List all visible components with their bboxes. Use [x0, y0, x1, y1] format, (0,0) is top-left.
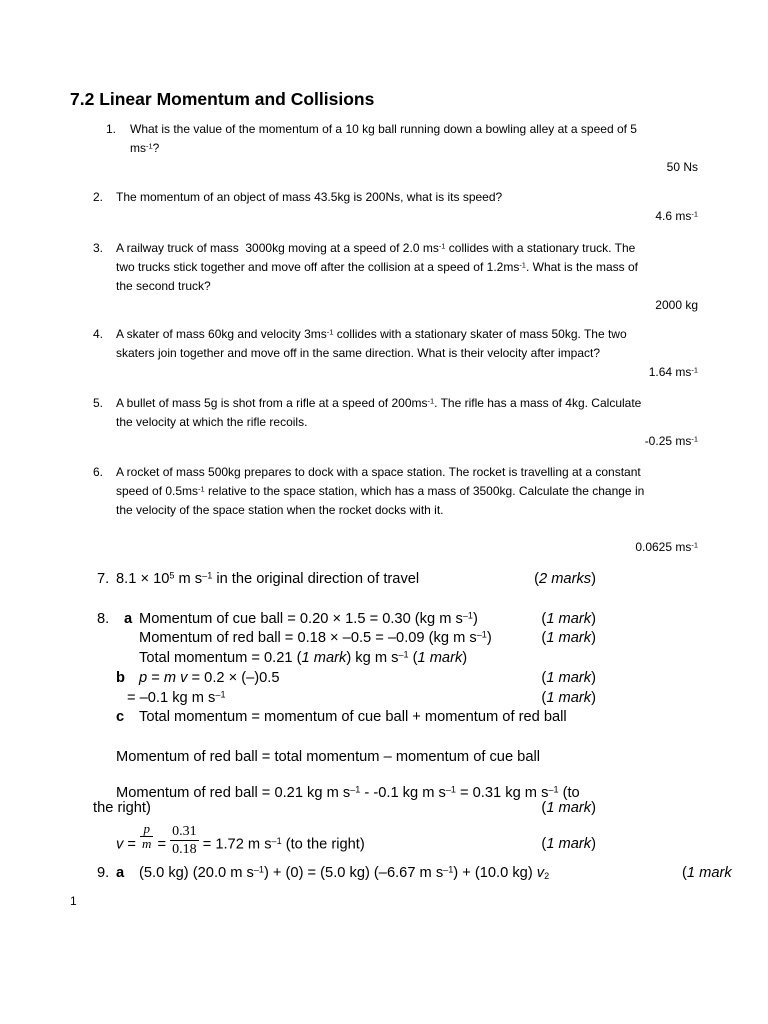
text-line	[93, 798, 151, 818]
text-run: (	[682, 865, 687, 881]
text-line	[116, 207, 698, 226]
answer-8a-row	[0, 609, 768, 629]
text-run: (	[541, 630, 547, 646]
superscript: -1	[691, 540, 698, 550]
mark-allocation	[682, 863, 732, 883]
superscript: –1	[548, 784, 559, 795]
text-run: v	[536, 865, 545, 881]
variable-v: v	[116, 836, 124, 853]
answer-8a-row	[0, 648, 768, 668]
text-run: 2000 kg	[655, 298, 698, 312]
text-line	[139, 628, 492, 648]
mark-allocation	[541, 834, 596, 854]
text-run: -0.25 ms	[644, 434, 692, 448]
text-line	[116, 277, 698, 296]
superscript: -1	[198, 484, 205, 494]
text-run: m v	[163, 670, 188, 686]
question-text	[116, 394, 698, 432]
question-text	[130, 120, 698, 158]
question-6	[93, 463, 698, 557]
question-text	[116, 188, 698, 207]
text-line	[541, 798, 596, 818]
text-run: = 0.2 × (–)0.5	[187, 670, 280, 686]
text-line	[116, 747, 540, 767]
text-run: = 0.31 kg m s	[455, 785, 549, 801]
text-run: 1 mark	[301, 650, 347, 666]
text-line	[116, 482, 698, 501]
superscript: –1	[215, 689, 226, 700]
question-text	[116, 325, 698, 363]
text-run: 1 mark	[546, 611, 592, 627]
text-run: ?	[152, 141, 160, 155]
superscript: -1	[691, 209, 698, 219]
superscript: -1	[146, 141, 153, 151]
text-run: two trucks stick together and move off after the collision at a speed of 1.2ms	[116, 260, 520, 274]
text-run: A rocket of mass 500kg prepares to dock with a space station. The rocket is travelling at a constant	[116, 465, 641, 479]
page-number: 1	[70, 894, 77, 908]
text-run: (	[541, 690, 547, 706]
text-line	[541, 688, 596, 708]
text-run: in the original direction of travel	[212, 571, 420, 587]
text-run: ms	[130, 141, 146, 155]
velocity-equation	[116, 821, 365, 862]
text-run: Total momentum = momentum of cue ball + momentum of red ball	[139, 709, 567, 725]
text-run: skaters join together and move off in the same direction. What is their velocity after impact?	[116, 346, 601, 360]
text-line	[139, 707, 567, 727]
question-number: 9.	[97, 865, 110, 881]
superscript: –1	[462, 610, 473, 621]
answer-text	[139, 707, 567, 727]
text-line	[116, 344, 698, 363]
question-answer	[116, 363, 698, 382]
text-line	[139, 609, 478, 629]
answer-text	[139, 609, 478, 629]
superscript: –1	[398, 649, 409, 660]
text-run: 1 mark	[546, 670, 592, 686]
text-run: =	[147, 670, 164, 686]
text-run: )	[486, 630, 492, 646]
text-run: (	[541, 611, 547, 627]
question-number: 1.	[106, 122, 117, 136]
text-line	[541, 668, 596, 688]
mark-allocation	[541, 628, 596, 648]
text-run: )	[462, 650, 468, 666]
text-run: collides with a stationary truck. The	[445, 241, 636, 255]
question-1	[106, 120, 698, 177]
text-run: 0.0625 ms	[635, 540, 692, 554]
answer-text	[127, 688, 226, 708]
subscript: 2	[544, 870, 550, 881]
text-line	[116, 538, 698, 557]
fraction-p-over-m	[140, 822, 153, 851]
text-run: (	[541, 800, 547, 816]
text-run: 1 mark	[546, 630, 592, 646]
question-number: 2.	[93, 190, 104, 204]
question-4	[93, 325, 698, 382]
text-run: speed of 0.5ms	[116, 484, 199, 498]
text-run: A bullet of mass 5g is shot from a rifle at a speed of 200ms	[116, 396, 428, 410]
text-run: 1 mark	[686, 865, 732, 881]
superscript: -1	[438, 241, 446, 251]
text-run: )	[591, 630, 596, 646]
answer-text	[139, 628, 492, 648]
equals-sign: =	[153, 836, 171, 853]
text-run: Momentum of red ball = 0.21 kg m s	[116, 785, 351, 801]
answer-8a-row	[0, 628, 768, 648]
mark-allocation	[541, 668, 596, 688]
text-run: 1 mark	[546, 690, 592, 706]
text-run: 2 marks	[538, 571, 592, 587]
text-run: ) + (0) = (5.0 kg) (–6.67 m s	[263, 865, 444, 881]
text-line	[534, 569, 596, 589]
mark-allocation	[541, 688, 596, 708]
result-text: = 1.72 m s	[198, 836, 272, 853]
part-label: a	[124, 611, 133, 627]
text-run: (	[541, 670, 547, 686]
superscript: –1	[253, 864, 264, 875]
superscript: –1	[202, 570, 213, 581]
superscript: -1	[427, 396, 435, 406]
text-run: the second truck?	[116, 279, 211, 293]
text-line	[682, 863, 732, 883]
text-line	[541, 834, 596, 854]
question-answer	[116, 538, 698, 557]
part-label: a	[116, 865, 125, 881]
answer-8c-row	[0, 707, 768, 727]
question-answer	[116, 296, 698, 315]
fraction-denominator: m	[142, 836, 152, 851]
superscript: 5	[169, 570, 175, 581]
answer-text	[139, 668, 280, 688]
text-run: relative to the space station, which has a mass of 3500kg. Calculate the change in	[204, 484, 645, 498]
text-run: )	[591, 800, 596, 816]
answer-text	[116, 747, 540, 767]
text-run: Momentum of cue ball = 0.20 × 1.5 = 0.30 (kg m s	[139, 611, 463, 627]
superscript: –1	[350, 784, 361, 795]
question-number: 7.	[97, 571, 110, 587]
question-3	[93, 239, 698, 315]
text-line	[116, 413, 698, 432]
fraction-numerator: 0.31	[172, 824, 197, 839]
mark-allocation	[541, 609, 596, 629]
text-line	[116, 363, 698, 382]
answer-8c-row	[0, 798, 768, 818]
question-number: 5.	[93, 396, 104, 410]
text-line	[116, 432, 698, 451]
text-line	[116, 325, 698, 344]
text-run: )	[591, 836, 596, 852]
text-run: . The rifle has a mass of 4kg. Calculate	[434, 396, 642, 410]
text-run: Momentum of red ball = total momentum – momentum of cue ball	[116, 749, 541, 765]
fraction-denominator: 0.18	[172, 842, 197, 857]
question-5	[93, 394, 698, 451]
superscript: -1	[691, 434, 698, 444]
text-line	[139, 668, 280, 688]
question-number: 3.	[93, 241, 104, 255]
text-line	[116, 569, 419, 589]
superscript: -1	[519, 260, 526, 270]
part-label: b	[116, 670, 125, 686]
text-run: )	[591, 611, 596, 627]
text-line	[130, 120, 698, 139]
text-run: - -0.1 kg m s	[360, 785, 446, 801]
question-2	[93, 188, 698, 226]
text-run: A skater of mass 60kg and velocity 3ms	[116, 327, 327, 341]
page-title: 7.2 Linear Momentum and Collisions	[70, 89, 375, 109]
answer-8c-row	[0, 747, 768, 767]
answer-8c-fraction-row	[0, 821, 768, 867]
answer-text	[139, 863, 549, 883]
text-run: 4.6 ms	[655, 209, 692, 223]
text-run: 50 Ns	[666, 160, 698, 174]
text-line	[116, 501, 698, 520]
text-run: (5.0 kg) (20.0 m s	[139, 865, 254, 881]
superscript: –1	[445, 784, 456, 795]
result-direction: (to the right)	[281, 836, 365, 853]
question-number: 8.	[97, 611, 110, 627]
text-run: (	[408, 650, 418, 666]
text-run: )	[591, 690, 596, 706]
text-line	[541, 628, 596, 648]
text-run: (	[541, 836, 547, 852]
answer-text	[116, 569, 419, 589]
superscript: –1	[443, 864, 454, 875]
text-line	[130, 158, 698, 177]
text-line	[116, 239, 698, 258]
text-run: (to	[558, 785, 580, 801]
text-run: )	[472, 611, 478, 627]
superscript: -1	[326, 327, 334, 337]
answer-8b-row	[0, 668, 768, 688]
text-line	[116, 463, 698, 482]
text-run: 1 mark	[546, 800, 592, 816]
text-run: m s	[174, 571, 203, 587]
superscript: –1	[476, 629, 487, 640]
question-answer	[116, 432, 698, 451]
text-run: ) kg m s	[346, 650, 399, 666]
question-number: 6.	[93, 465, 104, 479]
text-line	[139, 648, 467, 668]
text-run: 1 mark	[417, 650, 463, 666]
text-line	[139, 863, 549, 883]
superscript: -1	[691, 365, 698, 375]
text-run: = –0.1 kg m s	[127, 690, 216, 706]
answer-text	[93, 798, 151, 818]
text-run: p	[139, 670, 148, 686]
text-line	[116, 188, 698, 207]
text-run: 8.1 × 10	[116, 571, 170, 587]
fraction-numerator: p	[143, 821, 150, 836]
mark-allocation	[541, 798, 596, 818]
text-run: )	[591, 571, 596, 587]
text-line	[130, 139, 698, 158]
answer-text	[139, 648, 467, 668]
text-run: )	[591, 670, 596, 686]
text-run: Total momentum = 0.21 (	[139, 650, 302, 666]
question-text	[116, 463, 698, 520]
question-text	[116, 239, 698, 296]
part-label: c	[116, 709, 125, 725]
text-run: Momentum of red ball = 0.18 × –0.5 = –0.09 (kg m s	[139, 630, 477, 646]
text-run: A railway truck of mass 3000kg moving at a speed of 2.0 ms	[116, 241, 439, 255]
text-line	[116, 258, 698, 277]
text-run: What is the value of the momentum of a 10 kg ball running down a bowling alley at a speed of 5	[130, 122, 637, 136]
mark-allocation	[534, 569, 596, 589]
text-line	[116, 296, 698, 315]
text-run: the velocity of the space station when the rocket docks with it.	[116, 503, 444, 517]
text-run: The momentum of an object of mass 43.5kg is 200Ns, what is its speed?	[116, 190, 503, 204]
text-run: the velocity at which the rifle recoils.	[116, 415, 308, 429]
text-run: the right)	[93, 800, 151, 816]
question-answer	[116, 207, 698, 226]
superscript: –1	[271, 835, 282, 846]
text-run: . What is the mass of	[525, 260, 638, 274]
text-line	[127, 688, 226, 708]
fraction-values	[170, 823, 199, 858]
text-line	[116, 394, 698, 413]
text-run: 1.64 ms	[648, 365, 692, 379]
question-number: 4.	[93, 327, 104, 341]
answer-7-row	[0, 569, 768, 589]
text-line	[541, 609, 596, 629]
equals-sign: =	[123, 836, 141, 853]
answer-8b-row	[0, 688, 768, 708]
text-run: 1 mark	[546, 836, 592, 852]
text-run: collides with a stationary skater of mass 50kg. The two	[333, 327, 627, 341]
question-answer	[130, 158, 698, 177]
text-run: (	[534, 571, 539, 587]
answer-9a-row	[0, 863, 768, 883]
text-run: ) + (10.0 kg)	[453, 865, 537, 881]
